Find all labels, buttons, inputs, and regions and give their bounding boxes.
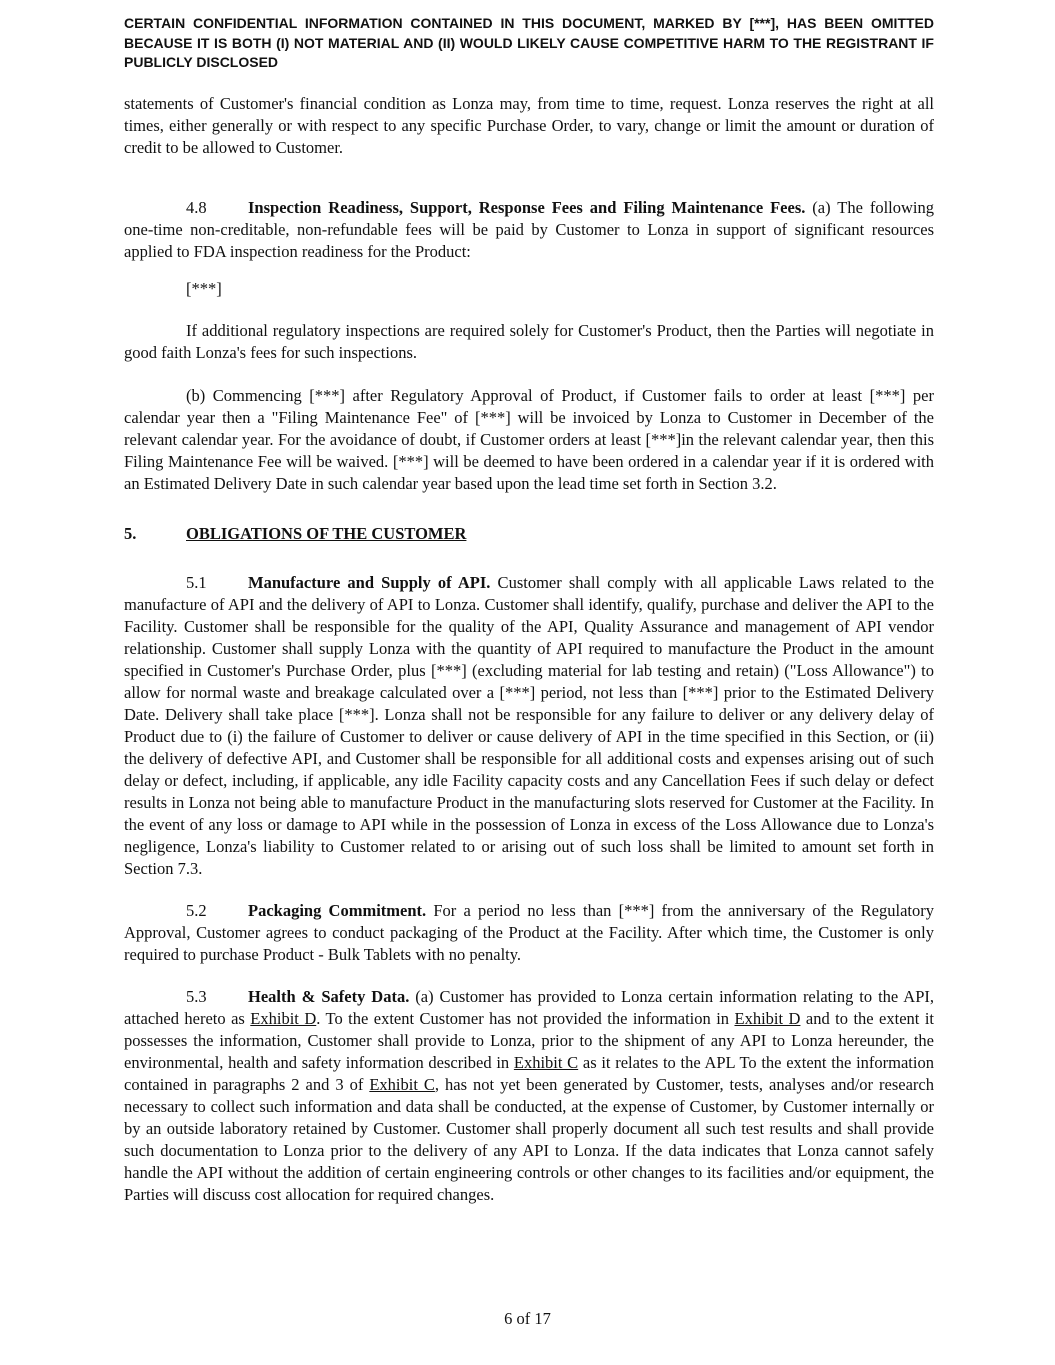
section-5-3-text: and to the extent it possesses the information, Customer shall provide to Lonza, prior to the shipment of any API to Lonza hereunder, the environmental, health and safety information described in: [124, 1008, 934, 1072]
section-5-2-heading: Packaging Commitment.: [248, 900, 427, 920]
section-5-2-number: 5.2: [186, 900, 207, 920]
section-5-3-heading: Health & Safety Data.: [248, 986, 410, 1006]
exhibit-c-link[interactable]: Exhibit C: [513, 1052, 579, 1072]
section-4-8-paragraph: [124, 197, 934, 263]
exhibit-d-link[interactable]: Exhibit D: [734, 1008, 801, 1028]
section-5-3-text: as it relates to the APL To the extent the information contained in paragraphs 2 and 3 of: [124, 1052, 934, 1094]
section-5-3-number: 5.3: [186, 986, 207, 1006]
section-5-3-text: , has not yet been generated by Customer, tests, analyses and/or research necessary to collect such information and data shall be conducted, at the expense of Customer, by Customer internally or by an outside laboratory retained by Customer. Customer shall properly document all such test results and shall provide such documentation to Lonza prior to the delivery of any API to Lonza. If the data indicates that Lonza cannot safely handle the API without the addition of certain engineering controls or other changes to its facilities and/or equipment, the Parties will discuss cost allocation for required changes.: [124, 1074, 934, 1204]
section-5-2-paragraph: [124, 900, 934, 966]
section-5-number: 5.: [124, 523, 137, 543]
section-5-3-text: (a) Customer has provided to Lonza certain information relating to the API, attached hereto as: [124, 986, 935, 1028]
redacted-fees: [***]: [186, 278, 222, 298]
document-page: [124, 14, 934, 1206]
section-5-2-text: For a period no less than [***] from the anniversary of the Regulatory Approval, Customer agrees to conduct packaging of the Product at the Facility. After which time, the Customer is only required to purchase Product - Bulk Tablets with no penalty.: [124, 900, 934, 964]
section-5-1-heading: Manufacture and Supply of API.: [248, 572, 491, 592]
section-5-heading: [124, 523, 934, 545]
section-5-1-text: Customer shall comply with all applicable Laws related to the manufacture of API and the delivery of API to Lonza. Customer shall identify, qualify, purchase and deliver the API to the Facility. Customer shall be responsible for the quality of the API, Quality Assurance and management of API vendor relationship. Customer shall supply Lonza with the quantity of API required to manufacture the Product in the amount specified in Customer's Purchase Order, plus [***] (excluding material for lab testing and retain) ("Loss Allowance") to allow for normal waste and breakage calculated over a [***] period, not less than [***] prior to the Estimated Delivery Date. Delivery shall take place [***]. Lonza shall not be responsible for any failure to deliver or any delivery delay of Product due to (i) the failure of Customer to deliver or cause delivery of API in the time specified in this Section, or (ii) the delivery of defective API, and Customer shall be responsible for all additional costs and expenses arising out of such delay or defect, including, if applicable, any idle Facility capacity costs and any Cancellation Fees if such delay or defect results in Lonza not being able to manufacture Product in the manufacturing slots reserved for Customer at the Facility. In the event of any loss or damage to API while in the possession of Lonza in excess of the Loss Allowance due to Lonza's negligence, Lonza's liability to Customer related to or arising out of such loss shall be limited to amount set forth in Section 7.3.: [124, 572, 934, 878]
section-5-title: OBLIGATIONS OF THE CUSTOMER: [186, 523, 467, 543]
section-5-3-paragraph: [124, 986, 934, 1206]
continuation-paragraph: statements of Customer's financial condition as Lonza may, from time to time, request. Lonza reserves the right at all times, either generally or with respect to any specific Purchase Order, to vary, change or limit the amount or duration of credit to be allowed to Customer.: [124, 93, 934, 157]
section-5-3-text: . To the extent Customer has not provided the information in: [316, 1008, 735, 1028]
filing-maintenance-paragraph: (b) Commencing [***] after Regulatory Approval of Product, if Customer fails to order at least [***] per calendar year then a "Filing Maintenance Fee" of [***] will be invoiced by Lonza to Customer in December of the relevant calendar year. For the avoidance of doubt, if Customer orders at least [***]in the relevant calendar year, then this Filing Maintenance Fee will be waived. [***] will be deemed to have been ordered in a calendar year if it is ordered with an Estimated Delivery Date in such calendar year based upon the lead time set forth in Section 3.2.: [124, 385, 934, 493]
page-number: 6 of 17: [504, 1309, 551, 1328]
section-5-1-number: 5.1: [186, 572, 207, 592]
exhibit-c-link[interactable]: Exhibit C: [369, 1074, 435, 1094]
exhibit-d-link[interactable]: Exhibit D: [250, 1008, 317, 1028]
section-4-8-heading: Inspection Readiness, Support, Response Fees and Filing Maintenance Fees.: [248, 197, 806, 217]
section-4-8-text: (a) The following one-time non-creditable, non-refundable fees will be paid by Customer to Lonza in support of significant resources applied to FDA inspection readiness for the Product:: [124, 197, 934, 261]
section-5-1-paragraph: [124, 572, 934, 880]
additional-inspections-paragraph: If additional regulatory inspections are required solely for Customer's Product, then the Parties will negotiate in good faith Lonza's fees for such inspections.: [124, 320, 934, 362]
confidentiality-header: CERTAIN CONFIDENTIAL INFORMATION CONTAINED IN THIS DOCUMENT, MARKED BY [***], HAS BEEN OMITTED BECAUSE IT IS BOTH (I) NOT MATERIAL AND (II) WOULD LIKELY CAUSE COMPETITIVE HARM TO THE REGISTRANT IF PUBLICLY DISCLOSED: [124, 15, 934, 70]
section-4-8-number: 4.8: [186, 197, 207, 217]
